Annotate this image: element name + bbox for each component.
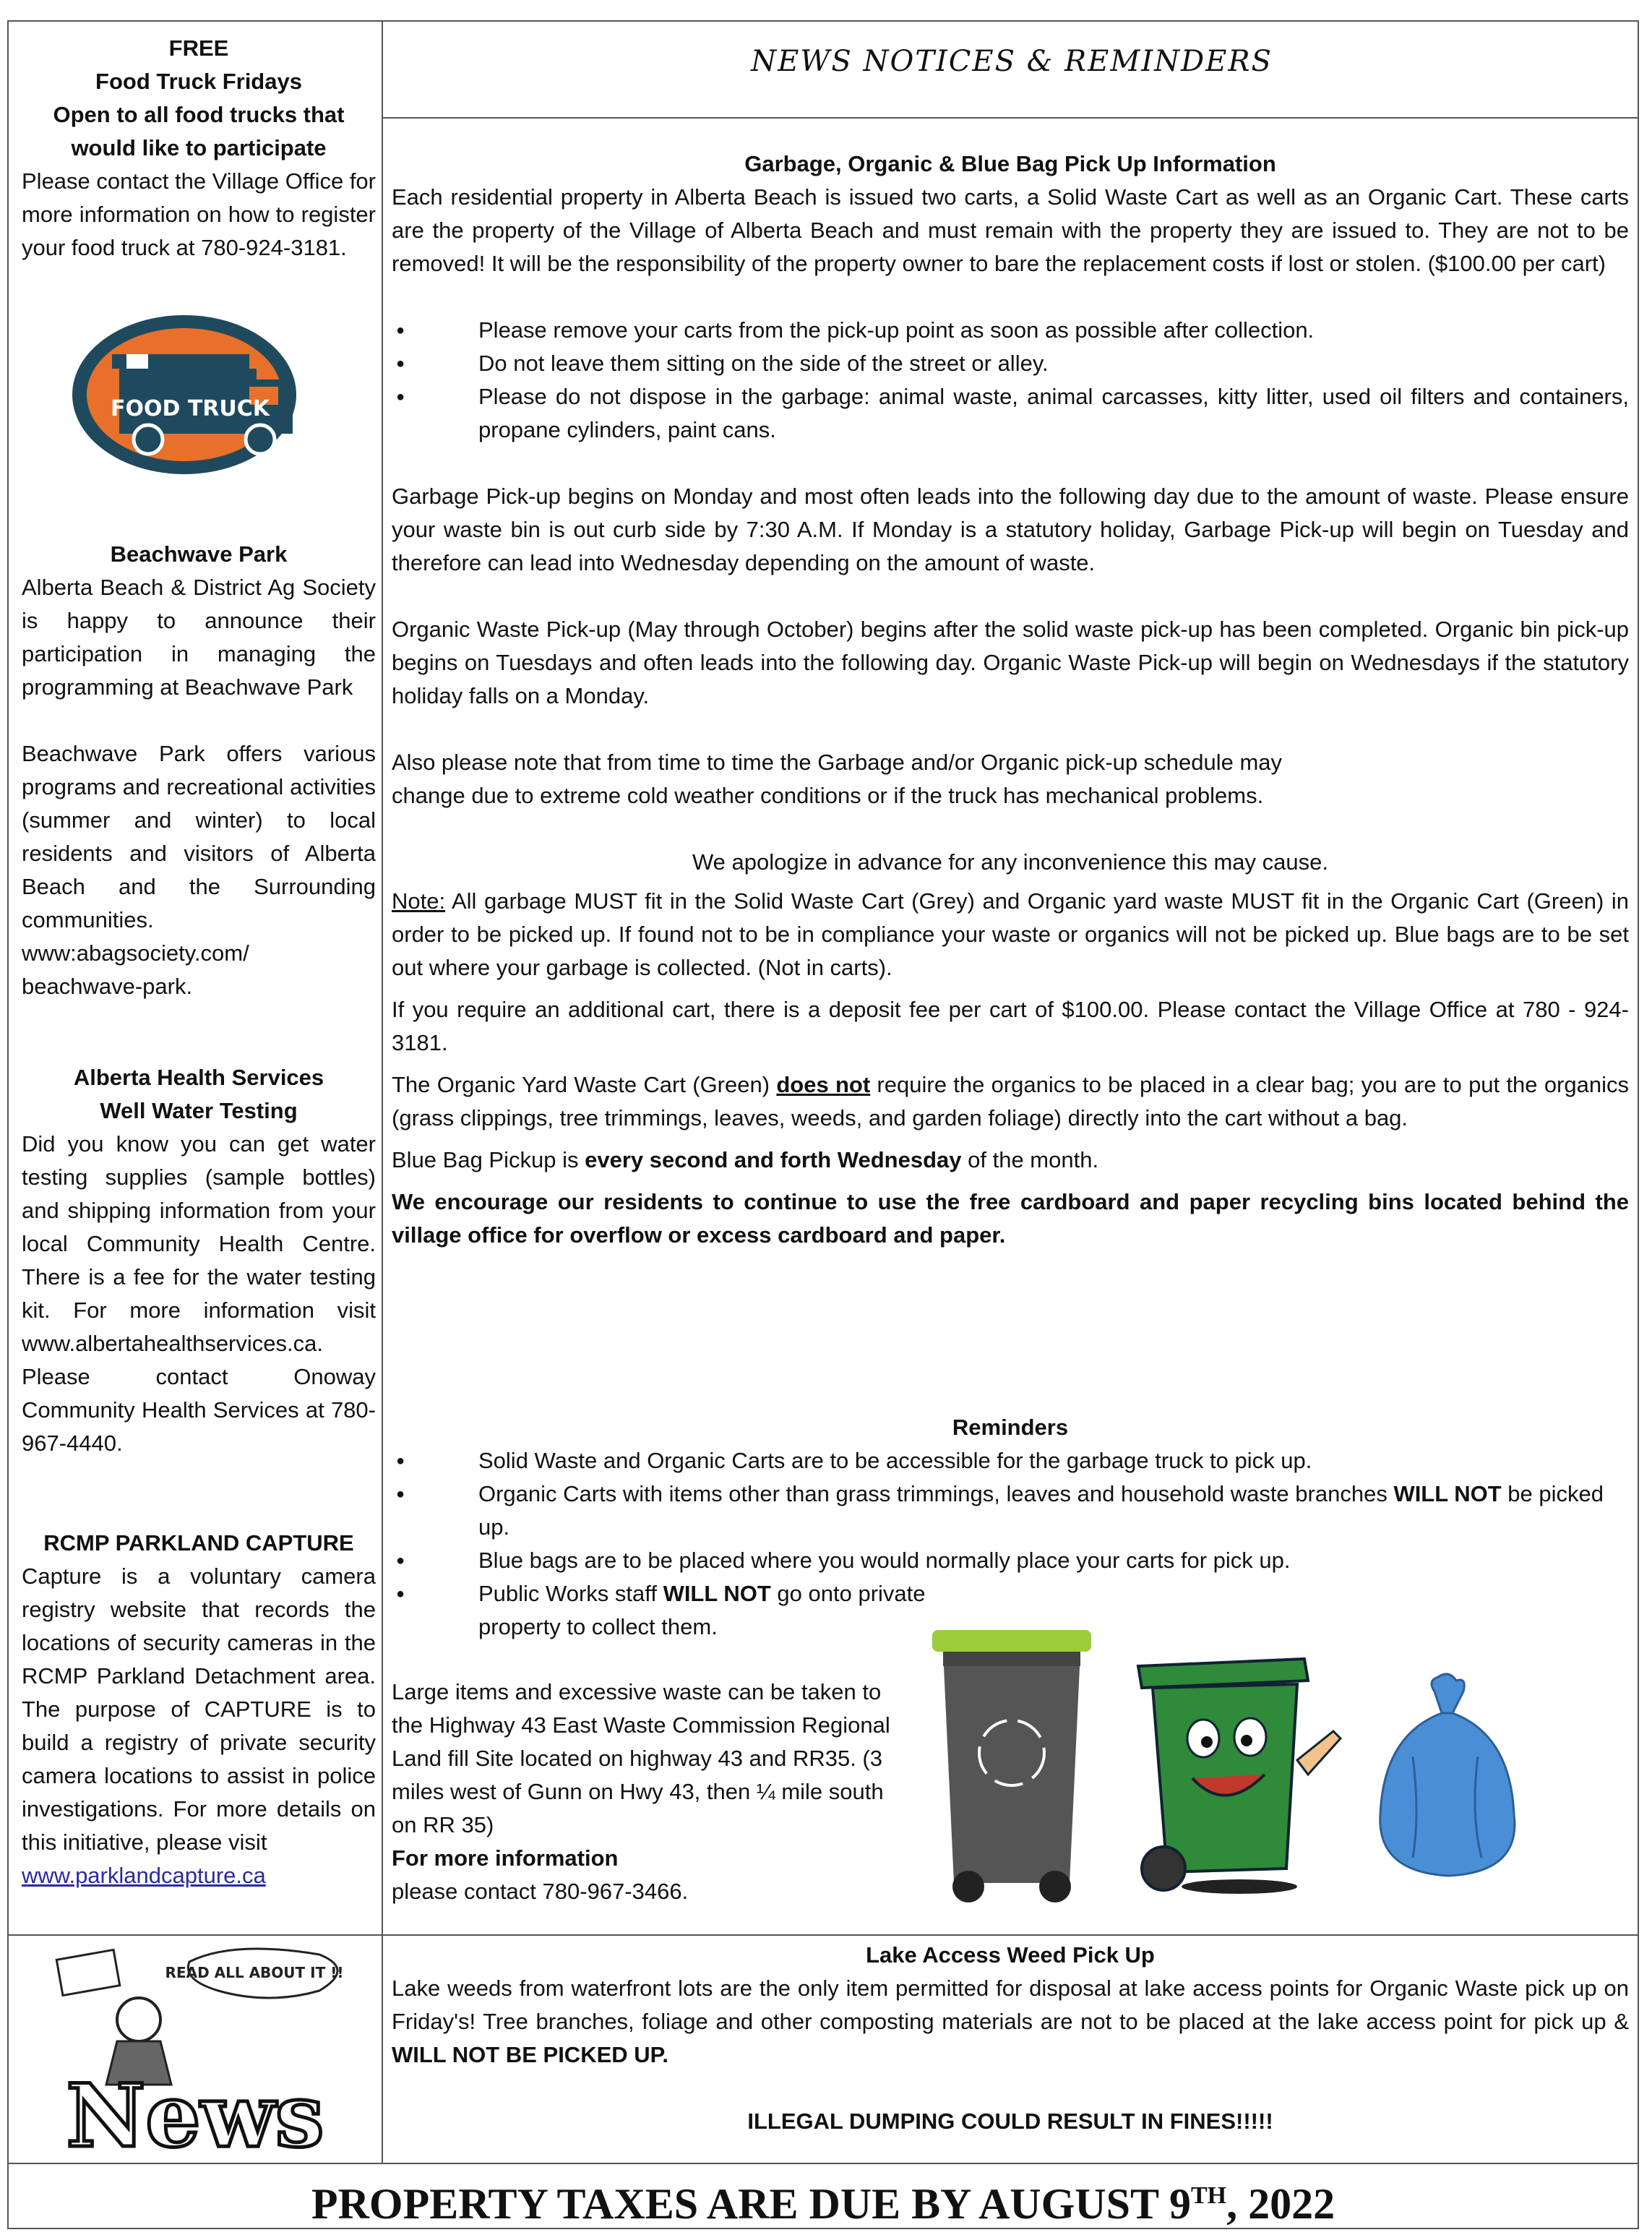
organic-pickup-para: Organic Waste Pick-up (May through October) begins after the solid waste pick-up has been completed. Organic bin pick-up begins on Tuesdays and often leads into the following day. Organic Waste Pick-up will begin on Wednesdays if the statutory holiday falls on a Monday. [392,617,1629,708]
bluebag-pre: Blue Bag Pickup is [392,1147,585,1172]
main-title [383,45,1640,80]
reminder-item-3: ● Blue bags are to be placed where you would normally place your carts for pick up. [392,1544,1629,1577]
garbage-bullet-1: ● Please remove your carts from the pick-up point as soon as possible after collection. [392,314,1629,347]
large-items-text: Large items and excessive waste can be taken to the Highway 43 East Waste Commission Regional Land fill Site located on highway 43 and RR35. (3 miles west of Gunn on Hwy 43, then ¼ mile south on RR 35) [392,1679,890,1837]
beachwave-section [22,538,376,1003]
deposit-para: If you require an additional cart, there is a deposit fee per cart of $100.00. Please contact the Village Office at 780 - 924-3181. [392,997,1629,1055]
more-info-label: For more information [392,1845,619,1871]
garbage-section [392,147,1629,1252]
schedule-line-2: change due to extreme cold weather conditions or if the truck has mechanical problems. [392,783,1264,808]
food-truck-body: Please contact the Village Office for more information on how to register your food truck at 780-924-3181. [22,168,376,260]
encourage-para: We encourage our residents to continue to use the free cardboard and paper recycling bins located behind the village office for overflow or excess cardboard and paper. [392,1189,1629,1248]
schedule-line-1: Also please note that from time to time the Garbage and/or Organic pick-up schedule may [392,750,1283,775]
garbage-pickup-para: Garbage Pick-up begins on Monday and most often leads into the following day due to the amount of waste. Please ensure your waste bin is out curb side by 7:30 A.M. If Monday is a statutory holiday, Garbage Pick-up will begin on Tuesday and therefore can lead into Wednesday depending on the amount of waste. [392,484,1629,575]
food-truck-heading-2: Food Truck Fridays [95,69,302,94]
beachwave-para-2: Beachwave Park offers various programs and recreational activities (summer and winter) to local residents and visitors of Alberta Beach and the Surrounding communities. www:abagsociety.com/ beachwave-park. [22,741,376,999]
reminder-item-1: ● Solid Waste and Organic Carts are to be accessible for the garbage truck to pick up. [392,1444,1629,1477]
reminder-item-2-pre: Organic Carts with items other than grass trimmings, leaves and household waste branches [478,1481,1394,1506]
footer-banner [7,2170,1639,2230]
main-title-text: NEWS NOTICES & REMINDERS [751,45,1273,78]
rcmp-link[interactable]: www.parklandcapture.ca [22,1863,266,1888]
ahs-heading-1: Alberta Health Services [73,1065,324,1090]
garbage-heading: Garbage, Organic & Blue Bag Pick Up Information [744,151,1276,176]
reminder-item-4-pre: Public Works staff [478,1581,663,1606]
reminders-heading: Reminders [952,1415,1069,1440]
garbage-intro: Each residential property in Alberta Beach is issued two carts, a Solid Waste Cart as well as an Organic Cart. These carts are the property of the Village of Alberta Beach and must remain with the property they are issued to. They are not to be removed! It will be the responsibility of the property owner to bare the replacement costs if lost or stolen. ($100.00 per cart) [392,184,1629,276]
lake-body-emph: WILL NOT BE PICKED UP. [392,2042,668,2067]
food-truck-logo-text: FOOD TRUCK [110,396,270,421]
food-truck-logo [69,311,307,479]
rcmp-heading: RCMP PARKLAND CAPTURE [43,1530,354,1556]
footer-text-post: , 2022 [1226,2180,1335,2228]
ahs-heading-2: Well Water Testing [100,1098,298,1123]
reminder-item-4 [392,1577,926,1644]
ahs-body: Did you know you can get water testing supplies (sample bottles) and shipping information from your local Community Health Centre. There is a fee for the water testing kit. For more information visit www.albertahealthservices.ca. Please contact Onoway Community Health Services at 780-967-4440. [22,1131,376,1456]
ahs-section [22,1061,376,1460]
news-clipart [16,1940,374,2157]
reminders-section [392,1411,1629,1644]
lake-heading: Lake Access Weed Pick Up [866,1942,1155,1968]
rcmp-body [22,1560,376,1892]
organic-cart-pre: The Organic Yard Waste Cart (Green) [392,1072,777,1097]
bluebag-para [392,1144,1629,1177]
reminder-item-2-post: be picked up. [478,1481,1604,1540]
food-truck-heading-1: FREE [168,35,229,61]
news-bubble-text: READ ALL ABOUT IT !! [165,1964,344,1981]
food-truck-heading-4: would like to participate [71,135,327,160]
organic-cart-para [392,1068,1629,1135]
footer-text-pre: PROPERTY TAXES ARE DUE BY AUGUST 9 [311,2180,1191,2228]
beachwave-para-1: Alberta Beach & District Ag Society is happy to announce their participation in managing the programming at Beachwave Park [22,575,376,700]
organic-cart-post: require the organics to be placed in a clear bag; you are to put the organics (grass clippings, tree trimmings, leaves, weeds, and garden foliage) directly into the cart without a bag. [392,1072,1629,1131]
note-text: All garbage MUST fit in the Solid Waste Cart (Grey) and Organic yard waste MUST fit in the Organic Cart (Green) in order to be picked up. If found not to be in compliance your waste or organics will not be picked up. Blue bags are to be set out where your garbage is collected. (Not in carts). [392,888,1629,980]
lake-body-pre: Lake weeds from waterfront lots are the only item permitted for disposal at lake access points for Organic Waste pick up on Friday's! Tree branches, foliage and other composting materials are not to be placed at the lake access point for pick up & [392,1976,1629,2034]
beachwave-heading: Beachwave Park [110,541,288,567]
apology-text: We apologize in advance for any inconvenience this may cause. [692,849,1328,875]
footer-sup: TH [1190,2182,1227,2209]
more-info-contact: please contact 780-967-3466. [392,1879,689,1904]
note-label: Note: [392,888,446,914]
reminder-item-2 [392,1477,1629,1544]
bluebag-post: of the month. [961,1147,1099,1172]
reminder-item-2-emph: WILL NOT [1393,1481,1502,1506]
reminder-item-4-post: go onto private property to collect them. [478,1581,926,1639]
blue-bag-illustration [1369,1670,1528,1887]
grey-cart-illustration [929,1630,1095,1905]
reminder-item-4-emph: WILL NOT [663,1581,771,1606]
garbage-bullet-3: ● Please do not dispose in the garbage: animal waste, animal carcasses, kitty litter, used oil filters and containers, propane cylinders, paint cans. [392,380,1629,447]
bluebag-emph: every second and forth Wednesday [585,1147,962,1172]
lake-body [392,1972,1629,2072]
note-para [392,885,1629,984]
lake-section [392,1939,1629,2138]
food-truck-heading-3: Open to all food trucks that [53,102,345,127]
garbage-bullet-2: ● Do not leave them sitting on the side of the street or alley. [392,347,1629,380]
news-word: News [66,2065,324,2157]
lake-warning: ILLEGAL DUMPING COULD RESULT IN FINES!!!!! [747,2109,1273,2134]
large-items-section [392,1676,912,1908]
organic-cart-emph: does not [776,1072,871,1097]
food-truck-section [22,32,376,265]
rcmp-section [22,1527,376,1892]
rcmp-body-text: Capture is a voluntary camera registry website that records the locations of security cameras in the RCMP Parkland Detachment area. The purpose of CAPTURE is to build a registry of private security camera locations to assist in police investigations. For more details on this initiative, please visit [22,1563,376,1855]
green-cart-illustration [1124,1652,1355,1897]
